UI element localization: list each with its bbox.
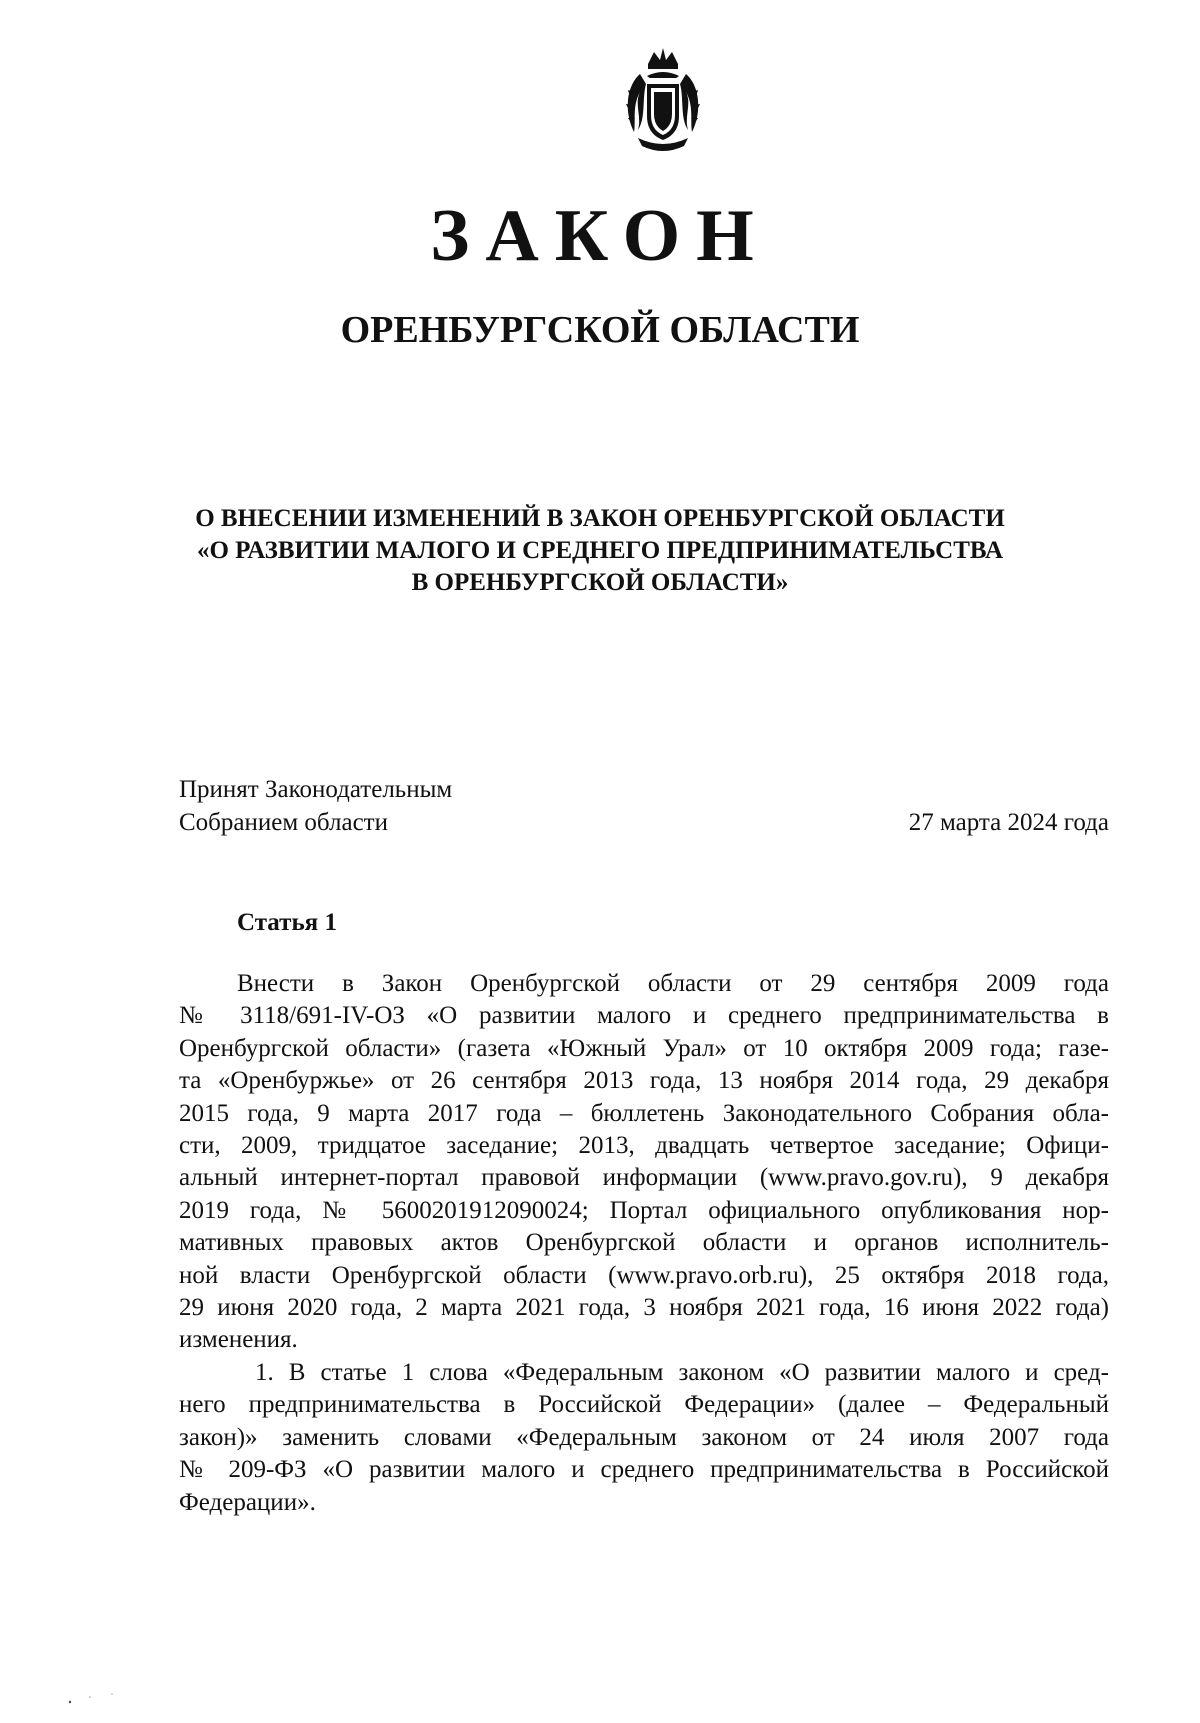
article-heading: Статья 1 (237, 909, 337, 936)
paragraph-line: та «Оренбуржье» от 26 сентября 2013 года, 13 ноября 2014 года, 29 декабря (179, 1067, 1109, 1095)
adoption-note (179, 773, 452, 839)
scan-specks (60, 1688, 140, 1708)
paragraph-line: мативных правовых актов Оренбургской области и органов исполнитель- (179, 1229, 1109, 1257)
paragraph-line: 29 июня 2020 года, 2 марта 2021 года, 3 ноября 2021 года, 16 июня 2022 года) (179, 1294, 1109, 1322)
paragraph-line: Внести в Закон Оренбургской области от 29 сентября 2009 года (237, 970, 1109, 997)
paragraph-line: ной власти Оренбургской области (www.pravo.orb.ru), 25 октября 2018 года, (179, 1261, 1109, 1289)
article-body (179, 968, 1109, 1519)
paragraph-line: 1. В статье 1 слова «Федеральным законом «О развитии малого и сред- (255, 1358, 1109, 1386)
law-heading-line: «О РАЗВИТИИ МАЛОГО И СРЕДНЕГО ПРЕДПРИНИМАТЕЛЬСТВА (196, 537, 1004, 564)
paragraph-line: 2019 года, № 5600201912090024; Портал официального опубликования нор- (179, 1196, 1109, 1224)
law-heading-line: В ОРЕНБУРГСКОЙ ОБЛАСТИ» (411, 569, 789, 596)
law-heading-line: О ВНЕСЕНИИ ИЗМЕНЕНИЙ В ЗАКОН ОРЕНБУРГСКОЙ ОБЛАСТИ (195, 505, 1005, 532)
paragraph-line: № 209-ФЗ «О развитии малого и среднего предпринимательства в Российской (179, 1456, 1109, 1484)
paragraph-line: альный интернет-портал правовой информации (www.pravo.gov.ru), 9 декабря (179, 1164, 1109, 1192)
adoption-date: 27 марта 2024 года (908, 809, 1109, 836)
paragraph-line: изменения. (179, 1326, 298, 1354)
orenburg-coat-of-arms-icon (620, 46, 706, 156)
document-title: ЗАКОН (430, 195, 770, 277)
law-heading (140, 503, 1060, 599)
paragraph-line: № 3118/691-IV-ОЗ «О развитии малого и среднего предпринимательства в (179, 1002, 1109, 1030)
adoption-line: Принят Законодательным (179, 776, 453, 803)
paragraph-line: Оренбургской области» (газета «Южный Урал» от 10 октября 2009 года; газе- (179, 1034, 1109, 1062)
document-subtitle: ОРЕНБУРГСКОЙ ОБЛАСТИ (340, 309, 860, 351)
paragraph-line: него предпринимательства в Российской Федерации» (далее – Федеральный (179, 1391, 1109, 1419)
adoption-line: Собранием области (179, 809, 388, 836)
paragraph-line: 2015 года, 9 марта 2017 года – бюллетень Законодательного Собрания обла- (179, 1099, 1109, 1127)
paragraph-line: закон)» заменить словами «Федеральным законом от 24 июля 2007 года (179, 1423, 1109, 1451)
paragraph-line: Федерации». (179, 1488, 316, 1516)
paragraph-line: сти, 2009, тридцатое заседание; 2013, двадцать четвертое заседание; Офици- (179, 1132, 1109, 1160)
